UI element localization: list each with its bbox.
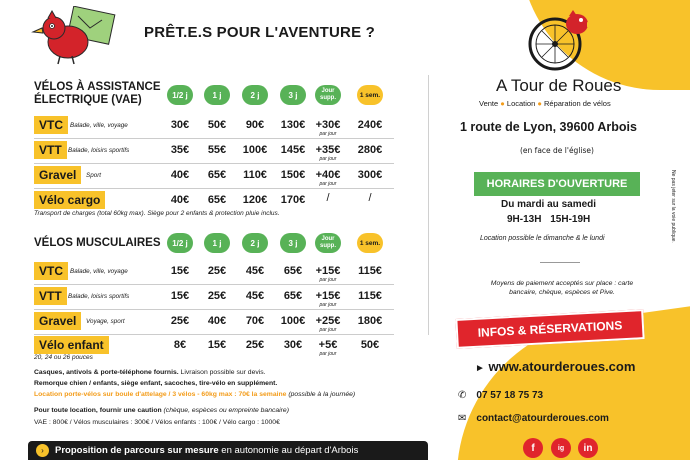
musc-col-1-day: 1 j — [204, 233, 230, 253]
musc-vtt-perday: par jour — [319, 302, 337, 308]
email-contact[interactable]: ✉ contact@atourderoues.com — [458, 413, 609, 424]
musc-vtt-price: 65€ — [283, 290, 303, 302]
shop-address-note: (en face de l'église) — [520, 146, 594, 155]
musc-gravel-price: 180€ — [357, 315, 383, 327]
musc-col-2-days: 2 j — [242, 233, 268, 253]
musc-gravel-price: 100€ — [280, 315, 306, 327]
vae-vtc-price: 90€ — [245, 119, 265, 131]
shop-logo-wheel — [525, 8, 597, 74]
opening-hours-heading: HORAIRES D'OUVERTURE — [474, 172, 640, 196]
vae-vtt-price: 55€ — [207, 144, 227, 156]
vae-row-vtt-desc: Balade, loisirs sportifs — [68, 147, 130, 154]
vae-row-gravel-desc: Sport — [86, 172, 102, 179]
vae-col-2-days: 2 j — [242, 85, 268, 105]
musc-child-price: 25€ — [245, 339, 265, 351]
vae-row-vtc-name: VTC — [34, 116, 68, 134]
vae-gravel-price: 300€ — [357, 169, 383, 181]
instagram-icon[interactable]: ig — [551, 438, 571, 458]
extras-line-bike-rack: Location porte-vélos sur boule d'attelage / 3 vélos - 60kg max : 70€ la semaine (possible à la journée) — [34, 391, 356, 398]
musc-vtt-price: 15€ — [170, 290, 190, 302]
opening-note: Location possible le dimanche & le lundi — [480, 235, 605, 242]
arrow-icon: › — [36, 444, 49, 457]
musc-row-gravel-desc: Voyage, sport — [86, 318, 125, 325]
extras-line-equipment: Casques, antivols & porte-téléphone fournis. Livraison possible sur devis. — [34, 369, 266, 376]
musc-child-price: 15€ — [207, 339, 227, 351]
legal-notice: Ne pas jeter sur la voie publique. — [670, 170, 676, 243]
vae-row-gravel-name: Gravel — [34, 166, 81, 184]
vae-gravel-price: 150€ — [280, 169, 306, 181]
musc-vtc-price: 45€ — [245, 265, 265, 277]
musc-vtt-price: 115€ — [358, 290, 382, 302]
vae-vtt-perday: par jour — [319, 156, 337, 162]
musc-child-perday: par jour — [319, 351, 337, 357]
vae-vtt-price: 100€ — [242, 144, 268, 156]
vae-heading: VÉLOS À ASSISTANCE ÉLECTRIQUE (VAE) — [34, 81, 161, 106]
page-title: PRÊT.E.S POUR L'AVENTURE ? — [144, 24, 376, 41]
musc-vtc-price: 15€ — [170, 265, 190, 277]
vae-vtc-price: +30€ — [315, 119, 341, 131]
vae-row-cargo-name: Vélo cargo — [34, 191, 105, 209]
musc-vtc-price: 65€ — [283, 265, 303, 277]
opening-days: Du mardi au samedi — [501, 199, 597, 210]
musc-child-price: 50€ — [360, 339, 380, 351]
vae-vtt-price: +35€ — [315, 144, 341, 156]
linkedin-icon[interactable]: in — [578, 438, 598, 458]
info-reservations-heading: INFOS & RÉSERVATIONS — [455, 309, 644, 349]
divider — [34, 309, 394, 310]
shop-address: 1 route de Lyon, 39600 Arbois — [460, 120, 637, 134]
musc-col-extra-day: Jour supp. — [315, 233, 341, 253]
mascot-bird-illustration — [30, 6, 116, 66]
facebook-icon[interactable]: f — [523, 438, 543, 458]
musc-vtt-price: 25€ — [207, 290, 227, 302]
mail-icon: ✉ — [458, 413, 467, 424]
vae-col-3-days: 3 j — [280, 85, 306, 105]
musc-vtc-price: 25€ — [207, 265, 227, 277]
vae-vtc-price: 130€ — [280, 119, 306, 131]
phone-contact[interactable]: ✆ 07 57 18 75 73 — [458, 390, 544, 401]
custom-route-banner: › Proposition de parcours sur mesure en autonomie au départ d'Arbois — [28, 441, 428, 460]
musc-heading: VÉLOS MUSCULAIRES — [34, 237, 161, 249]
musc-gravel-price: 25€ — [170, 315, 190, 327]
vae-col-week: 1 sem. — [357, 85, 383, 105]
divider — [34, 163, 394, 164]
vae-col-extra-day: Jour supp. — [315, 85, 341, 105]
musc-col-half-day: 1/2 j — [167, 233, 193, 253]
shop-services: Vente ● Location ● Réparation de vélos — [479, 99, 611, 108]
divider — [540, 262, 580, 263]
musc-child-price: 8€ — [173, 339, 187, 351]
divider — [34, 334, 394, 335]
divider — [34, 138, 394, 139]
shop-name: A Tour de Roues — [496, 76, 622, 95]
musc-col-week: 1 sem. — [357, 233, 383, 253]
musc-child-price: 30€ — [283, 339, 303, 351]
divider — [34, 284, 394, 285]
vae-col-half-day: 1/2 j — [167, 85, 193, 105]
cargo-note: Transport de charges (total 60kg max). Siège pour 2 enfants & protection pluie inclus. — [34, 210, 280, 217]
vae-row-vtt-name: VTT — [34, 141, 67, 159]
musc-gravel-price: +25€ — [315, 315, 341, 327]
child-sizes-note: 20, 24 ou 26 pouces — [34, 354, 93, 361]
extras-line-deposit: Pour toute location, fournir une caution (chèque, espèces ou empreinte bancaire) — [34, 407, 289, 414]
vae-vtt-price: 280€ — [357, 144, 383, 156]
vae-vtt-price: 35€ — [170, 144, 190, 156]
musc-child-price: +5€ — [318, 339, 338, 351]
vae-cargo-price: 40€ — [170, 194, 190, 206]
vae-cargo-price: 65€ — [207, 194, 227, 206]
vae-gravel-price: +40€ — [315, 169, 341, 181]
vae-gravel-price: 110€ — [243, 169, 267, 181]
vae-vtt-price: 145€ — [280, 144, 306, 156]
vae-cargo-price: 170€ — [280, 194, 306, 206]
musc-col-3-days: 3 j — [280, 233, 306, 253]
vae-cargo-price: 120€ — [242, 194, 268, 206]
musc-row-vtt-desc: Balade, loisirs sportifs — [68, 293, 130, 300]
vae-vtc-price: 50€ — [207, 119, 227, 131]
vae-cargo-price: / — [326, 192, 330, 204]
musc-gravel-perday: par jour — [319, 327, 337, 333]
vae-gravel-price: 65€ — [207, 169, 227, 181]
musc-row-vtt-name: VTT — [34, 287, 67, 305]
musc-vtc-price: 115€ — [358, 265, 382, 277]
musc-vtt-price: +15€ — [315, 290, 341, 302]
divider — [34, 188, 394, 189]
vae-row-vtc-desc: Balade, ville, voyage — [70, 122, 128, 129]
vae-vtc-price: 30€ — [170, 119, 190, 131]
vae-col-1-day: 1 j — [204, 85, 230, 105]
musc-vtc-price: +15€ — [315, 265, 341, 277]
musc-vtt-price: 45€ — [245, 290, 265, 302]
vae-vtc-perday: par jour — [319, 131, 337, 137]
phone-icon: ✆ — [458, 390, 467, 401]
musc-gravel-price: 40€ — [207, 315, 227, 327]
musc-vtc-perday: par jour — [319, 277, 337, 283]
opening-slots: 9H-13H 15H-19H — [507, 214, 591, 225]
vae-gravel-price: 40€ — [170, 169, 190, 181]
musc-row-vtc-desc: Balade, ville, voyage — [70, 268, 128, 275]
payment-methods: Moyens de paiement acceptés sur place : carte bancaire, chèque, espèces et Pive. — [490, 280, 634, 296]
extras-line-supplements: Remorque chien / enfants, siège enfant, sacoches, tire-vélo en supplément. — [34, 380, 278, 387]
musc-row-gravel-name: Gravel — [34, 312, 81, 330]
musc-row-child-name: Vélo enfant — [34, 336, 109, 354]
musc-row-vtc-name: VTC — [34, 262, 68, 280]
website-link[interactable]: ► www.atourderoues.com — [475, 359, 636, 374]
column-divider — [428, 75, 429, 335]
extras-line-deposit-amounts: VAE : 800€ / Vélos musculaires : 300€ / Vélos enfants : 100€ / Vélo cargo : 1000€ — [34, 419, 280, 426]
vae-cargo-price: / — [368, 192, 372, 204]
vae-vtc-price: 240€ — [357, 119, 383, 131]
vae-gravel-perday: par jour — [319, 181, 337, 187]
musc-gravel-price: 70€ — [245, 315, 265, 327]
